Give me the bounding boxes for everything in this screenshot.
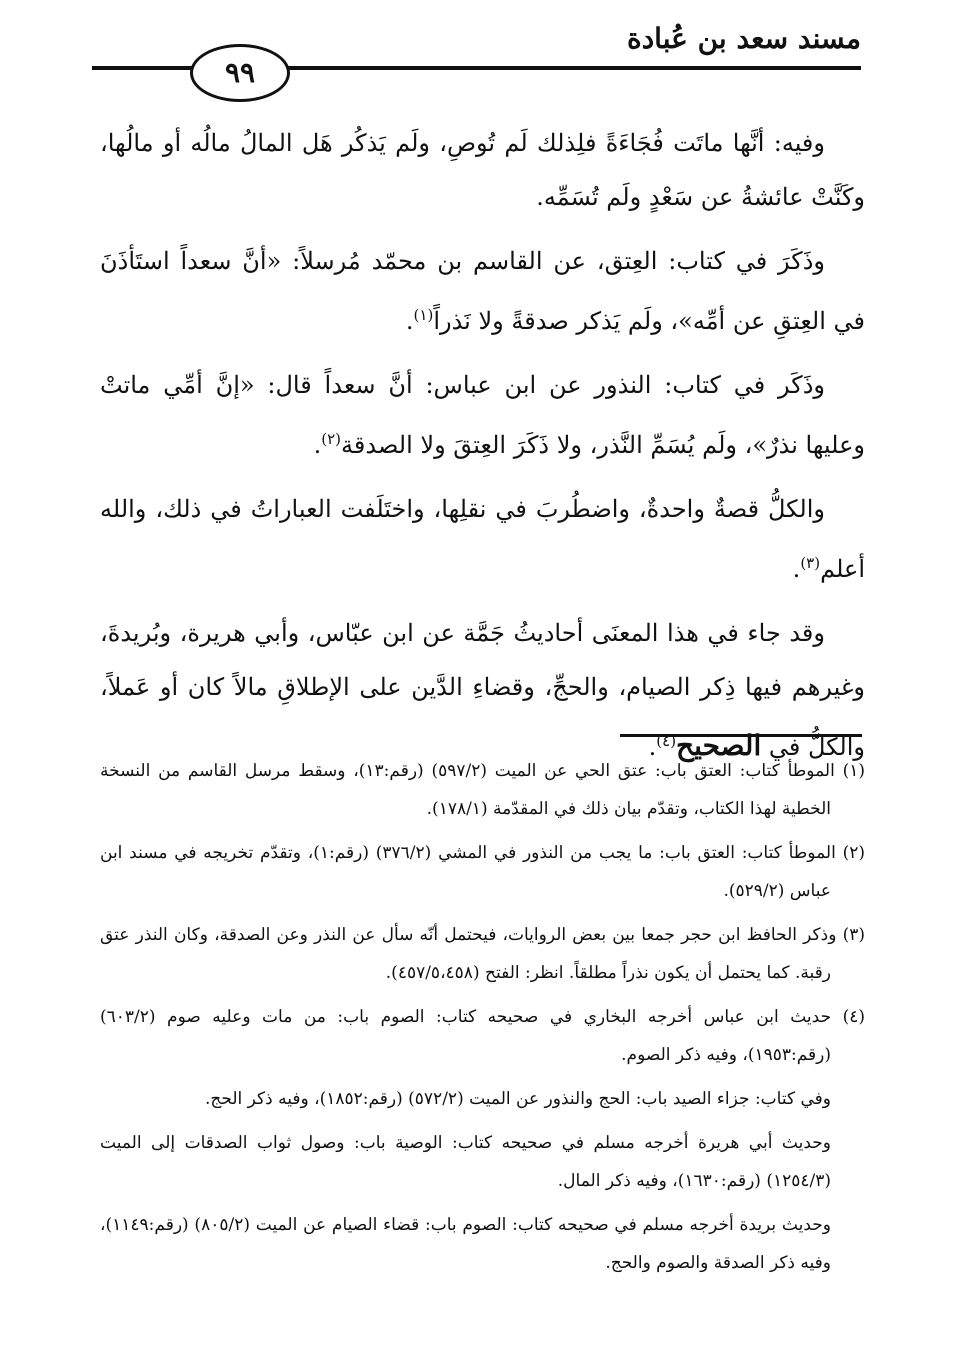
- footnote-3: (٣) وذكر الحافظ ابن حجر جمعا بين بعض الروايات، فيحتمل أنّه سأل عن النذر وعن الصدقة، وكان النذر عتق رقبة. كما يحتمل أن يكون نذراً مطلقاً. انظر: الفتح (٤٥٧/٥،٤٥٨).: [100, 925, 865, 983]
- footnote-ref-1[interactable]: (١): [413, 306, 434, 324]
- running-title: مسند سعد بن عُبادة: [627, 22, 861, 55]
- footnote-ref-3[interactable]: (٣): [800, 554, 821, 572]
- paragraph-5: [100, 606, 865, 774]
- footnote-1: (١) الموطأ كتاب: العتق باب: عتق الحي عن الميت (٥٩٧/٢) (رقم:١٣)، وسقط مرسل القاسم من النسخة الخطية لهذا الكتاب، وتقدّم بيان ذلك في المقدّمة (١٧٨/١).: [100, 761, 866, 819]
- paragraph-5-end: .: [648, 733, 657, 761]
- paragraph-4-end: .: [792, 555, 801, 583]
- paragraph-3-end: .: [313, 431, 322, 459]
- paragraph-4: [100, 482, 865, 596]
- page-number: ٩٩: [190, 44, 290, 102]
- footnotes: [100, 752, 865, 1288]
- paragraph-5-text: وقد جاء في هذا المعنَى أحاديثُ جَمَّة عن ابن عبّاس، وأبي هريرة، وبُريدةَ، وغيرهم فيها ذِكر الصيام، والحجِّ، وقضاءِ الدَّين على الإطلاقِ مالاً كان أو عَملاً، والكلُّ في: [100, 619, 865, 761]
- paragraph-2-end: .: [405, 307, 414, 335]
- footnote-4-continued-1: وفي كتاب: جزاء الصيد باب: الحج والنذور عن الميت (٥٧٢/٢) (رقم:١٨٥٢)، وفيه ذكر الحج.: [205, 1089, 831, 1109]
- paragraph-2-text: وذَكَرَ في كتاب: العِتق، عن القاسم بن محمّد مُرسلاً: «أنَّ سعداً استَأذَنَ في العِتقِ عن أمِّه»، ولَم يَذكر صدقةً ولا نَذراً: [100, 247, 865, 335]
- footnote-2: (٢) الموطأ كتاب: العتق باب: ما يجب من النذور في المشي (٣٧٦/٢) (رقم:١)، وتقدّم تخريجه في مسند ابن عباس (٥٢٩/٢).: [100, 843, 865, 901]
- footnote-4: (٤) حديث ابن عباس أخرجه البخاري في صحيحه كتاب: الصوم باب: من مات وعليه صوم (٦٠٣/٢) (رقم:١٩٥٣)، وفيه ذكر الصوم.: [100, 1007, 865, 1065]
- footnote-ref-2[interactable]: (٢): [321, 430, 342, 448]
- main-text: [100, 116, 865, 784]
- sahih-word: الصحيح: [676, 729, 762, 762]
- paragraph-4-text: والكلُّ قصةٌ واحدةٌ، واضطُربَ في نقلِها، واختَلَفت العباراتُ في ذلك، والله أعلم: [100, 495, 865, 583]
- footnote-4-continued-3: وحديث بريدة أخرجه مسلم في صحيحه كتاب: الصوم باب: قضاء الصيام عن الميت (٨٠٥/٢) (رقم:١١٤٩)، وفيه ذكر الصدقة والصوم والحج.: [100, 1215, 831, 1273]
- footnote-separator: [620, 734, 862, 737]
- paragraph-3-text: وذَكَر في كتاب: النذور عن ابن عباس: أنَّ سعداً قال: «إنَّ أمِّي ماتتْ وعليها نذرٌ»، ولَم يُسَمِّ النَّذر، ولا ذَكَرَ العِتقَ ولا الصدقة: [100, 371, 865, 459]
- paragraph-2: [100, 234, 865, 348]
- paragraph-3: [100, 358, 865, 472]
- paragraph-1-text: وفيه: أنَّها ماتَت فُجَاءَةً فلِذلك لَم تُوصِ، ولَم يَذكُر هَل المالُ مالُه أو مالُها، وكَنَّتْ عائشةُ عن سَعْدٍ ولَم تُسَمِّه.: [100, 129, 865, 211]
- footnote-4-continued-2: وحديث أبي هريرة أخرجه مسلم في صحيحه كتاب: الوصية باب: وصول ثواب الصدقات إلى الميت (١٢٥٤/٣) (رقم:١٦٣٠)، وفيه ذكر المال.: [100, 1133, 831, 1191]
- footnote-ref-4[interactable]: (٤): [656, 732, 677, 750]
- paragraph-1: [100, 116, 865, 224]
